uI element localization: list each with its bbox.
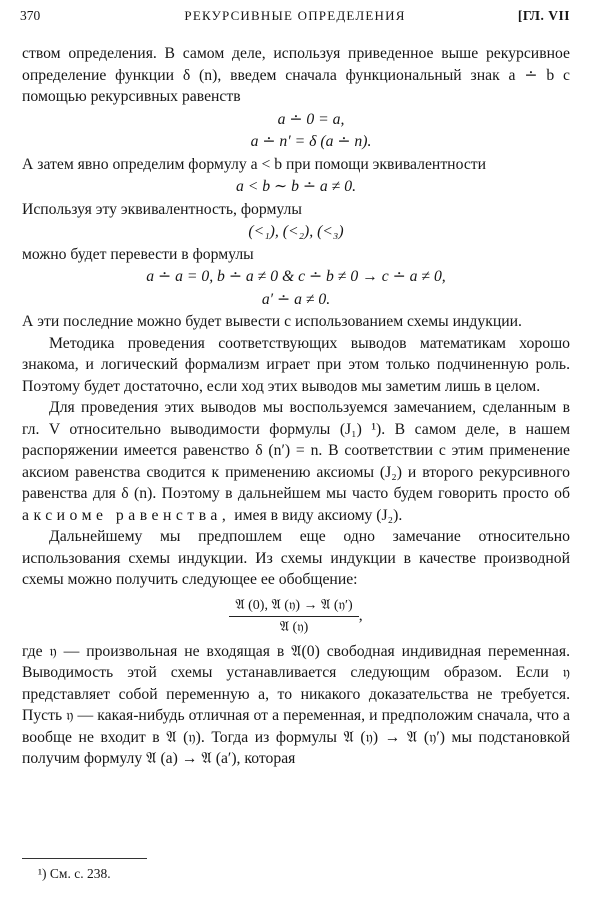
running-title: РЕКУРСИВНЫЕ ОПРЕДЕЛЕНИЯ (184, 8, 406, 23)
paragraph-5: А эти последние можно будет вывести с использованием схемы индукции. (22, 313, 522, 330)
schema-premises: 𝔄 (0), 𝔄 (𝔶) → 𝔄 (𝔶′) (229, 597, 358, 617)
formula-translated-1: a ∸ a = 0, b ∸ a ≠ 0 & c ∸ b ≠ 0 → c ∸ a ≠ 0, (146, 268, 446, 285)
paragraph-4: можно будет перевести в формулы (22, 245, 254, 263)
induction-schema (22, 597, 570, 636)
paragraph-1: ством определения. В самом деле, используя приведенное выше рекурсивное определение функции δ (n), введем сначала функциональный знак a ∸ b с помощью рекурсивных равенств (22, 45, 570, 105)
paragraph-2: А затем явно определим формулу a < b при помощи эквивалентности (22, 155, 487, 173)
footnote: ¹) См. с. 238. (38, 866, 111, 881)
paragraph-7-start: Для проведения этих выводов мы воспользуемся замечанием, сделанным в гл. V относительно выводимости формулы (J₁) ¹). В самом деле, в нашем распоряжении имеется равенство δ (n′) = n. В соответствии с этим применение аксиом равенства сводится к применению аксиомы (J₂) и второго рекурсивного равенства для δ (n). Поэтому в дальнейшем мы часто будем говорить просто об (22, 399, 570, 502)
chapter-label: [ГЛ. VII (517, 8, 570, 23)
formula-recursion-1: a ∸ 0 = a, (277, 110, 345, 128)
formula-list: (<₁), (<₂), (<₃) (248, 223, 344, 240)
page-number: 370 (20, 8, 41, 23)
schema-comma: , (358, 606, 363, 624)
spaced-emphasis: аксиоме равенства, (22, 506, 231, 524)
paragraph-6: Методика проведения соответствующих выводов математикам хорошо знакома, и логический формализм играет при этом только подчиненную роль. Поэтому будет достаточно, если ход этих выводов мы заметим лишь в целом. (22, 334, 570, 395)
schema-conclusion: 𝔄 (𝔶) (279, 619, 309, 635)
main-text (22, 43, 570, 770)
schema-fraction (229, 597, 358, 636)
paragraph-7 (22, 397, 570, 526)
paragraph-7-end: имея в виду аксиому (J₂). (234, 506, 403, 524)
paragraph-9: где 𝔶 — произвольная не входящая в 𝔄(0) свободная индивидная переменная. Выводимость этой схемы устанавливается следующим образом. Если 𝔶 представляет собой переменную a, то никакого доказательства не требуется. Пусть 𝔶 — какая-нибудь отличная от a переменная, и предположим сначала, что a вообще не входит в 𝔄 (𝔶). Тогда из формулы 𝔄 (𝔶) → 𝔄 (𝔶′) мы подстановкой получим формулу 𝔄 (a) → 𝔄 (a′), которая (22, 642, 570, 767)
paragraph-8: Дальнейшему мы предпошлем еще одно замечание относительно использования схемы индукции. Из схемы индукции в качестве производной схемы можно получить следующее ее обобщение: (22, 528, 570, 588)
footnote-rule (22, 858, 147, 859)
formula-translated-2: a′ ∸ a ≠ 0. (261, 290, 331, 308)
page-header (20, 8, 570, 26)
formula-recursion-2: a ∸ n′ = δ (a ∸ n). (250, 133, 372, 150)
paragraph-3: Используя эту эквивалентность, формулы (22, 200, 302, 218)
formula-equivalence: a < b ∼ b ∸ a ≠ 0. (235, 178, 356, 195)
